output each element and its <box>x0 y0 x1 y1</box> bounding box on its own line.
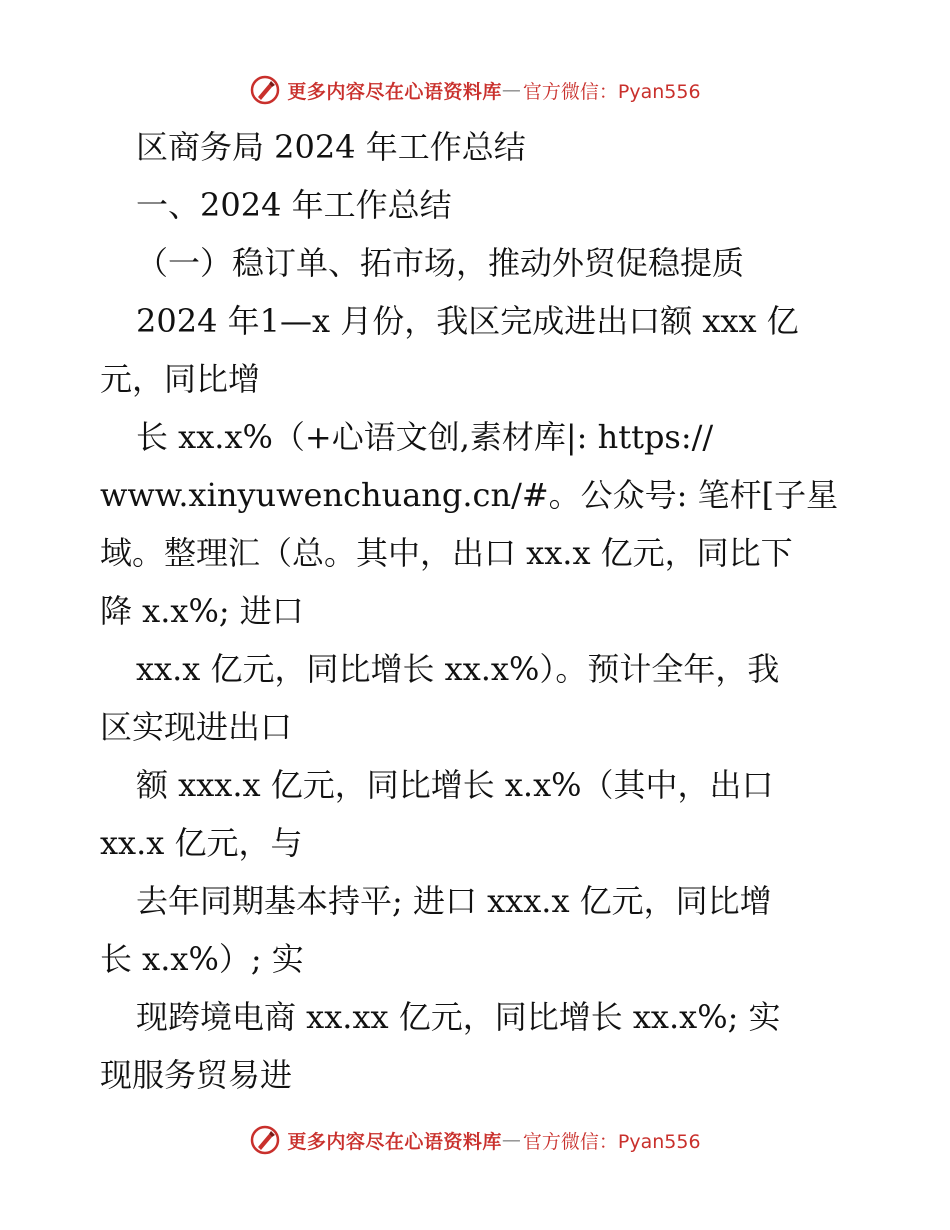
paragraph-line: 长 xx.x%（+心语文创,素材库|: https:// <box>136 418 714 456</box>
section-heading: 一、2024 年工作总结 <box>136 186 452 224</box>
subsection-heading: （一）稳订单、拓市场，推动外贸促稳提质 <box>136 244 745 282</box>
document-title: 区商务局 2024 年工作总结 <box>136 128 526 166</box>
watermark-wechat: 官方微信：Pyan556 <box>522 1130 701 1153</box>
paragraph-line: xx.x 亿元，同比增长 xx.x%）。预计全年，我 <box>136 650 780 688</box>
watermark-brand: 更多内容尽在心语资料库 <box>287 1130 502 1153</box>
paragraph-line: 降 x.x%; 进口 <box>100 592 304 630</box>
paragraph-line: www.xinyuwenchuang.cn/#。公众号: 笔杆[子星 <box>100 476 839 514</box>
paragraph-line: 现跨境电商 xx.xx 亿元，同比增长 xx.x%; 实 <box>136 998 781 1036</box>
paragraph-line: 元，同比增 <box>100 360 261 398</box>
watermark-header <box>0 68 950 112</box>
paragraph-line: 去年同期基本持平; 进口 xxx.x 亿元，同比增 <box>136 882 772 920</box>
watermark-separator: — <box>501 1129 521 1151</box>
pen-logo-icon <box>249 1124 281 1156</box>
paragraph-line: 现服务贸易进 <box>100 1056 293 1094</box>
paragraph-line: 域。整理汇（总。其中，出口 xx.x 亿元，同比下 <box>100 534 793 572</box>
paragraph-line: 2024 年1—x 月份，我区完成进出口额 xxx 亿 <box>136 302 799 340</box>
paragraph-line: 区实现进出口 <box>100 708 293 746</box>
pen-logo-icon <box>249 74 281 106</box>
watermark-separator: — <box>501 79 521 101</box>
watermark-brand: 更多内容尽在心语资料库 <box>287 80 502 103</box>
watermark-footer <box>0 1118 950 1162</box>
paragraph-line: xx.x 亿元，与 <box>100 824 303 862</box>
paragraph-line: 额 xxx.x 亿元，同比增长 x.x%（其中，出口 <box>136 766 774 804</box>
watermark-wechat: 官方微信：Pyan556 <box>522 80 701 103</box>
paragraph-line: 长 x.x%）; 实 <box>100 940 304 978</box>
